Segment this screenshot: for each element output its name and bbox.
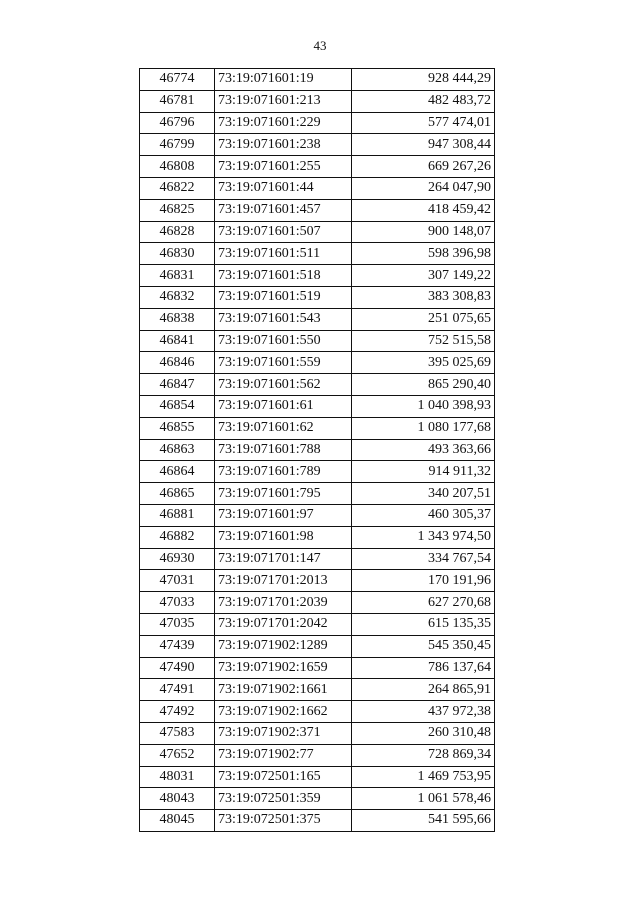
- value-cell: 334 767,54: [352, 548, 495, 570]
- table-row: [140, 177, 495, 199]
- table-row: [140, 286, 495, 308]
- table-row: [140, 69, 495, 91]
- table-row: [140, 156, 495, 178]
- record-number-cell: 47439: [140, 635, 215, 657]
- table-row: [140, 221, 495, 243]
- value-cell: 1 343 974,50: [352, 526, 495, 548]
- value-cell: 493 363,66: [352, 439, 495, 461]
- record-number-cell: 46930: [140, 548, 215, 570]
- value-cell: 437 972,38: [352, 701, 495, 723]
- cadastral-number-cell: 73:19:071601:559: [215, 352, 352, 374]
- table-row: [140, 788, 495, 810]
- table-row: [140, 766, 495, 788]
- value-cell: 900 148,07: [352, 221, 495, 243]
- page-number: 43: [313, 38, 327, 53]
- value-cell: 865 290,40: [352, 374, 495, 396]
- value-cell: 383 308,83: [352, 286, 495, 308]
- table-row: [140, 810, 495, 832]
- table-row: [140, 635, 495, 657]
- cadastral-number-cell: 73:19:071601:507: [215, 221, 352, 243]
- table-row: [140, 679, 495, 701]
- table-row: [140, 134, 495, 156]
- cadastral-number-cell: 73:19:071902:1659: [215, 657, 352, 679]
- value-cell: 545 350,45: [352, 635, 495, 657]
- record-number-cell: 46841: [140, 330, 215, 352]
- cadastral-number-cell: 73:19:071902:371: [215, 722, 352, 744]
- table-row: [140, 526, 495, 548]
- cadastral-number-cell: 73:19:071601:19: [215, 69, 352, 91]
- data-table: [139, 68, 495, 832]
- table-row: [140, 504, 495, 526]
- value-cell: 541 595,66: [352, 810, 495, 832]
- value-cell: 418 459,42: [352, 199, 495, 221]
- cadastral-number-cell: 73:19:071601:97: [215, 504, 352, 526]
- cadastral-number-cell: 73:19:071601:788: [215, 439, 352, 461]
- record-number-cell: 47491: [140, 679, 215, 701]
- cadastral-number-cell: 73:19:071902:1661: [215, 679, 352, 701]
- value-cell: 264 865,91: [352, 679, 495, 701]
- cadastral-number-cell: 73:19:071701:2042: [215, 613, 352, 635]
- cadastral-number-cell: 73:19:071601:518: [215, 265, 352, 287]
- cadastral-number-cell: 73:19:071601:213: [215, 90, 352, 112]
- table-row: [140, 243, 495, 265]
- cadastral-number-cell: 73:19:071601:62: [215, 417, 352, 439]
- table-row: [140, 417, 495, 439]
- record-number-cell: 46796: [140, 112, 215, 134]
- value-cell: 752 515,58: [352, 330, 495, 352]
- table-row: [140, 439, 495, 461]
- record-number-cell: 46865: [140, 483, 215, 505]
- record-number-cell: 46863: [140, 439, 215, 461]
- table-row: [140, 592, 495, 614]
- table-row: [140, 722, 495, 744]
- record-number-cell: 46855: [140, 417, 215, 439]
- value-cell: 260 310,48: [352, 722, 495, 744]
- value-cell: 728 869,34: [352, 744, 495, 766]
- record-number-cell: 46828: [140, 221, 215, 243]
- table-row: [140, 352, 495, 374]
- record-number-cell: 47652: [140, 744, 215, 766]
- cadastral-number-cell: 73:19:072501:165: [215, 766, 352, 788]
- cadastral-number-cell: 73:19:071601:543: [215, 308, 352, 330]
- value-cell: 914 911,32: [352, 461, 495, 483]
- record-number-cell: 48045: [140, 810, 215, 832]
- value-cell: 1 080 177,68: [352, 417, 495, 439]
- record-number-cell: 46881: [140, 504, 215, 526]
- record-number-cell: 46846: [140, 352, 215, 374]
- table-body: [140, 69, 495, 832]
- cadastral-number-cell: 73:19:071902:1662: [215, 701, 352, 723]
- record-number-cell: 46822: [140, 177, 215, 199]
- table-row: [140, 570, 495, 592]
- record-number-cell: 46847: [140, 374, 215, 396]
- cadastral-number-cell: 73:19:071601:255: [215, 156, 352, 178]
- record-number-cell: 46799: [140, 134, 215, 156]
- cadastral-number-cell: 73:19:071701:2039: [215, 592, 352, 614]
- record-number-cell: 48043: [140, 788, 215, 810]
- value-cell: 598 396,98: [352, 243, 495, 265]
- cadastral-number-cell: 73:19:071601:562: [215, 374, 352, 396]
- table-row: [140, 744, 495, 766]
- table-row: [140, 374, 495, 396]
- cadastral-number-cell: 73:19:071902:77: [215, 744, 352, 766]
- cadastral-number-cell: 73:19:071701:2013: [215, 570, 352, 592]
- record-number-cell: 46882: [140, 526, 215, 548]
- record-number-cell: 47035: [140, 613, 215, 635]
- record-number-cell: 46774: [140, 69, 215, 91]
- table-row: [140, 308, 495, 330]
- cadastral-number-cell: 73:19:071601:795: [215, 483, 352, 505]
- table-row: [140, 112, 495, 134]
- record-number-cell: 46831: [140, 265, 215, 287]
- value-cell: 786 137,64: [352, 657, 495, 679]
- value-cell: 615 135,35: [352, 613, 495, 635]
- table-row: [140, 395, 495, 417]
- record-number-cell: 46781: [140, 90, 215, 112]
- cadastral-number-cell: 73:19:071601:61: [215, 395, 352, 417]
- cadastral-number-cell: 73:19:071601:457: [215, 199, 352, 221]
- value-cell: 170 191,96: [352, 570, 495, 592]
- value-cell: 460 305,37: [352, 504, 495, 526]
- record-number-cell: 46864: [140, 461, 215, 483]
- cadastral-number-cell: 73:19:071601:229: [215, 112, 352, 134]
- record-number-cell: 46808: [140, 156, 215, 178]
- value-cell: 251 075,65: [352, 308, 495, 330]
- record-number-cell: 46825: [140, 199, 215, 221]
- table-row: [140, 657, 495, 679]
- value-cell: 947 308,44: [352, 134, 495, 156]
- table-row: [140, 613, 495, 635]
- cadastral-number-cell: 73:19:071601:550: [215, 330, 352, 352]
- value-cell: 577 474,01: [352, 112, 495, 134]
- table-row: [140, 461, 495, 483]
- value-cell: 395 025,69: [352, 352, 495, 374]
- table-row: [140, 483, 495, 505]
- record-number-cell: 46854: [140, 395, 215, 417]
- table-row: [140, 199, 495, 221]
- cadastral-number-cell: 73:19:071601:789: [215, 461, 352, 483]
- record-number-cell: 46838: [140, 308, 215, 330]
- cadastral-number-cell: 73:19:071601:238: [215, 134, 352, 156]
- value-cell: 1 061 578,46: [352, 788, 495, 810]
- value-cell: 340 207,51: [352, 483, 495, 505]
- value-cell: 264 047,90: [352, 177, 495, 199]
- value-cell: 1 469 753,95: [352, 766, 495, 788]
- record-number-cell: 48031: [140, 766, 215, 788]
- table-row: [140, 90, 495, 112]
- cadastral-number-cell: 73:19:072501:375: [215, 810, 352, 832]
- record-number-cell: 47490: [140, 657, 215, 679]
- value-cell: 307 149,22: [352, 265, 495, 287]
- record-number-cell: 47033: [140, 592, 215, 614]
- cadastral-number-cell: 73:19:071601:44: [215, 177, 352, 199]
- value-cell: 928 444,29: [352, 69, 495, 91]
- record-number-cell: 47583: [140, 722, 215, 744]
- table-row: [140, 548, 495, 570]
- cadastral-number-cell: 73:19:071601:519: [215, 286, 352, 308]
- value-cell: 627 270,68: [352, 592, 495, 614]
- record-number-cell: 47031: [140, 570, 215, 592]
- table-row: [140, 701, 495, 723]
- table-row: [140, 265, 495, 287]
- cadastral-number-cell: 73:19:072501:359: [215, 788, 352, 810]
- cadastral-number-cell: 73:19:071601:511: [215, 243, 352, 265]
- cadastral-number-cell: 73:19:071902:1289: [215, 635, 352, 657]
- record-number-cell: 47492: [140, 701, 215, 723]
- value-cell: 482 483,72: [352, 90, 495, 112]
- value-cell: 1 040 398,93: [352, 395, 495, 417]
- value-cell: 669 267,26: [352, 156, 495, 178]
- table-row: [140, 330, 495, 352]
- record-number-cell: 46832: [140, 286, 215, 308]
- cadastral-number-cell: 73:19:071601:98: [215, 526, 352, 548]
- record-number-cell: 46830: [140, 243, 215, 265]
- cadastral-number-cell: 73:19:071701:147: [215, 548, 352, 570]
